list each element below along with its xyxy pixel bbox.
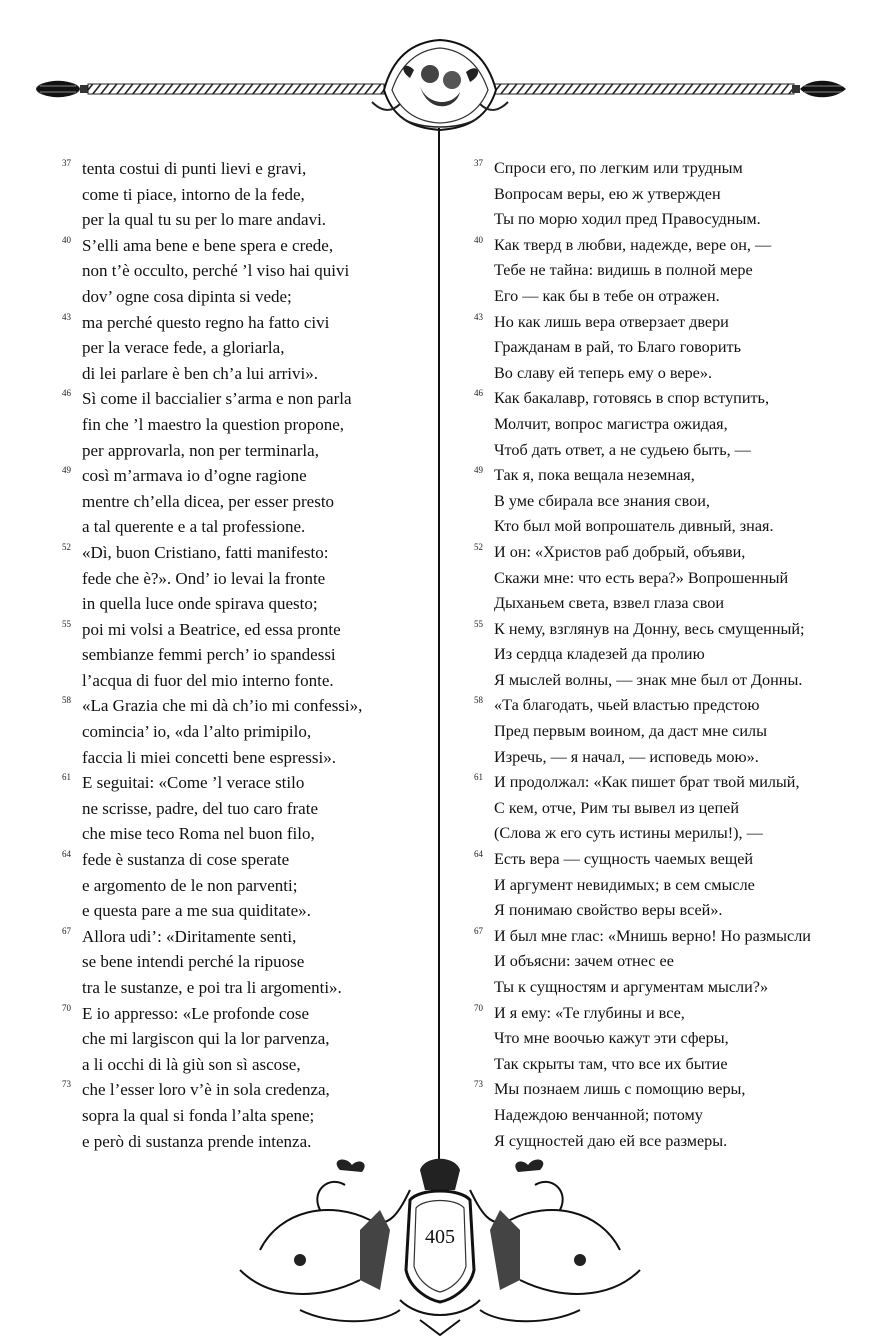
verse-line: «La Grazia che mi dà ch’io mi confessi»,	[82, 696, 363, 716]
verse-line: fede è sustanza di cose sperate	[82, 850, 290, 870]
stanza	[474, 386, 864, 463]
stanza	[62, 1077, 417, 1154]
verse-line: Молчит, вопрос магистра ожидая,	[494, 414, 728, 433]
line-number: 49	[474, 465, 483, 476]
line-number: 70	[62, 1002, 71, 1013]
verse-line: Во славу ей теперь ему о вере».	[494, 363, 713, 382]
verse-line: Я понимаю свойство веры всей».	[494, 901, 723, 920]
stanza	[62, 693, 417, 770]
verse-line: Изречь, — я начал, — исповедь мою».	[494, 747, 759, 766]
cherub-cartouche	[372, 40, 508, 130]
line-number: 70	[474, 1002, 483, 1013]
line-number: 55	[474, 618, 483, 629]
line-number: 43	[474, 311, 483, 322]
line-number: 64	[474, 849, 483, 860]
verse-line: come ti piace, intorno de la fede,	[82, 184, 305, 204]
stanza	[62, 617, 417, 694]
stanza	[474, 1001, 864, 1078]
verse-line: comincia’ io, «da l’alto primipilo,	[82, 722, 312, 742]
verse-line: ne scrisse, padre, del tuo caro frate	[82, 798, 318, 818]
stanza	[62, 847, 417, 924]
verse-line: e però di sustanza prende intenza.	[82, 1131, 312, 1151]
verse-line: И аргумент невидимых; в сем смысле	[494, 875, 755, 894]
verse-line: Мы познаем лишь с помощию веры,	[494, 1080, 746, 1099]
stanza	[474, 233, 864, 310]
stanza	[474, 847, 864, 924]
line-number: 52	[474, 541, 483, 552]
stanza	[62, 540, 417, 617]
verse-line: Что мне воочью кажут эти сферы,	[494, 1029, 729, 1048]
verse-line: Ты к сущностям и аргументам мысли?»	[494, 978, 769, 996]
verse-line: Чтоб дать ответ, а не судьею быть, —	[494, 440, 751, 459]
verse-line: e questa pare a me sua quiditate».	[82, 901, 311, 921]
verse-line: S’elli ama bene e bene spera e crede,	[82, 235, 334, 255]
verse-line: E io appresso: «Le profonde cose	[82, 1003, 310, 1023]
line-number: 46	[474, 388, 483, 399]
verse-line: fin che ’l maestro la question propone,	[82, 414, 345, 434]
verse-line: И объясни: зачем отнес ее	[494, 952, 674, 971]
stanza	[62, 924, 417, 1001]
verse-line: mentre ch’ella dicea, per esser presto	[82, 491, 335, 511]
verse-line: Из сердца кладезей да пролию	[494, 645, 705, 664]
line-number: 73	[62, 1079, 71, 1090]
stanza	[474, 463, 864, 540]
line-number: 37	[474, 158, 483, 168]
verse-line: Вопросам веры, ею ж утвержден	[494, 184, 721, 203]
verse-line: И продолжал: «Как пишет брат твой милый,	[494, 773, 800, 792]
verse-line: che mi largiscon qui la lor parvenza,	[82, 1029, 330, 1049]
verse-line: В уме сбирала все знания свои,	[494, 491, 710, 510]
verse-line: fede che è?». Ond’ io levai la fronte	[82, 568, 326, 588]
verse-line: Дыханьем света, взвел глаза свои	[494, 594, 725, 613]
verse-line: E seguitai: «Come ’l verace stilo	[82, 773, 305, 793]
line-number: 52	[62, 541, 71, 552]
verse-line: l’acqua di fuor del mio interno fonte.	[82, 670, 334, 690]
stanza	[474, 540, 864, 617]
verse-line: per la verace fede, a gloriarla,	[82, 338, 285, 358]
line-number: 37	[62, 158, 71, 168]
verse-line: Sì come il baccialier s’arma e non parla	[82, 389, 352, 409]
stanza	[474, 156, 864, 233]
russian-text-column	[474, 156, 864, 1154]
verse-line: Есть вера — сущность чаемых вещей	[494, 850, 754, 869]
verse-line: К нему, взглянув на Донну, весь смущенный;	[494, 619, 805, 638]
verse-line: Как тверд в любви, надежде, вере он, —	[494, 235, 772, 254]
stanza	[62, 386, 417, 463]
line-number: 61	[474, 772, 483, 783]
line-number: 43	[62, 311, 71, 322]
verse-line: Но как лишь вера отверзает двери	[494, 312, 729, 331]
stanza	[474, 924, 864, 1001]
verse-line: Как бакалавр, готовясь в спор вступить,	[494, 389, 769, 408]
line-number: 55	[62, 618, 71, 629]
verse-line: in quella luce onde spirava questo;	[82, 594, 318, 614]
verse-line: (Слова ж его суть истины мерилы!), —	[494, 824, 763, 843]
verse-line: per approvarla, non per terminarla,	[82, 440, 319, 460]
verse-line: e argomento de le non parventi;	[82, 875, 298, 895]
stanza	[474, 1077, 864, 1154]
stanza	[474, 770, 864, 847]
verse-line: Тебе не тайна: видишь в полной мере	[494, 261, 753, 280]
line-number: 46	[62, 388, 71, 399]
verse-line: Его — как бы в тебе он отражен.	[494, 286, 720, 305]
verse-line: poi mi volsi a Beatrice, ed essa pronte	[82, 619, 341, 639]
verse-line: dov’ ogne cosa dipinta si vede;	[82, 286, 292, 306]
verse-line: И он: «Христов раб добрый, объяви,	[494, 542, 746, 561]
verse-line: Я мыслей волны, — знак мне был от Донны.	[494, 670, 803, 689]
line-number: 49	[62, 465, 71, 476]
verse-line: Allora udi’: «Diritamente senti,	[82, 926, 297, 946]
verse-line: così m’armava io d’ogne ragione	[82, 466, 307, 486]
right-finial	[792, 81, 846, 98]
verse-line: tra le sustanze, e poi tra li argomenti».	[82, 978, 342, 997]
verse-line: ma perché questo regno ha fatto civi	[82, 312, 330, 332]
verse-line: Так скрыты там, что все их бытие	[494, 1054, 728, 1073]
verse-line: sembianze femmi perch’ io spandessi	[82, 645, 336, 665]
verse-line: Спроси его, по легким или трудным	[494, 159, 743, 177]
line-number: 58	[474, 695, 483, 706]
verse-line: che mise teco Roma nel buon filo,	[82, 824, 315, 844]
verse-line: tenta costui di punti lievi e gravi,	[82, 159, 307, 178]
verse-line: a li occhi di là giù son sì ascose,	[82, 1054, 301, 1074]
line-number: 40	[474, 234, 483, 245]
verse-line: Ты по морю ходил пред Правосудным.	[494, 210, 761, 229]
verse-line: «Dì, buon Cristiano, fatti manifesto:	[82, 542, 329, 562]
verse-line: di lei parlare è ben ch’a lui arrivi».	[82, 363, 318, 383]
verse-line: И я ему: «Те глубины и все,	[494, 1003, 685, 1022]
stanza	[62, 310, 417, 387]
verse-line: С кем, отче, Рим ты вывел из цепей	[494, 798, 739, 817]
column-divider	[437, 128, 441, 1168]
line-number: 67	[62, 925, 71, 936]
verse-line: non t’è occulto, perché ’l viso hai quivi	[82, 261, 350, 281]
verse-line: Так я, пока вещала неземная,	[494, 466, 695, 485]
verse-line: Скажи мне: что есть вера?» Вопрошенный	[494, 568, 789, 587]
page-number: 405	[425, 1226, 455, 1248]
stanza	[62, 156, 417, 233]
italian-text-column	[62, 156, 417, 1154]
verse-line: a tal querente e a tal professione.	[82, 517, 306, 537]
stanza	[474, 693, 864, 770]
line-number: 64	[62, 849, 71, 860]
stanza	[62, 770, 417, 847]
line-number: 73	[474, 1079, 483, 1090]
stanza	[474, 310, 864, 387]
verse-line: che l’esser loro v’è in sola credenza,	[82, 1080, 330, 1100]
verse-line: И был мне глас: «Мнишь верно! Но размысли	[494, 926, 811, 945]
verse-line: Кто был мой вопрошатель дивный, зная.	[494, 517, 774, 536]
verse-line: se bene intendi perché la ripuose	[82, 952, 305, 972]
verse-line: sopra la qual si fonda l’alta spene;	[82, 1105, 315, 1125]
left-finial	[36, 81, 88, 98]
line-number: 67	[474, 925, 483, 936]
stanza	[474, 617, 864, 694]
verse-line: «Та благодать, чьей властью предстою	[494, 696, 760, 715]
verse-line: Гражданам в рай, то Благо говорить	[494, 338, 741, 357]
verse-line: Я сущностей даю ей все размеры.	[494, 1131, 728, 1150]
verse-line: per la qual tu su per lo mare andavi.	[82, 210, 327, 230]
line-number: 58	[62, 695, 71, 706]
verse-line: faccia li miei concetti bene espressi».	[82, 747, 336, 767]
verse-line: Надеждою венчанной; потому	[494, 1105, 703, 1124]
verse-line: Пред первым воином, да даст мне силы	[494, 722, 767, 741]
stanza	[62, 1001, 417, 1078]
line-number: 61	[62, 772, 71, 783]
stanza	[62, 463, 417, 540]
stanza	[62, 233, 417, 310]
line-number: 40	[62, 234, 71, 245]
